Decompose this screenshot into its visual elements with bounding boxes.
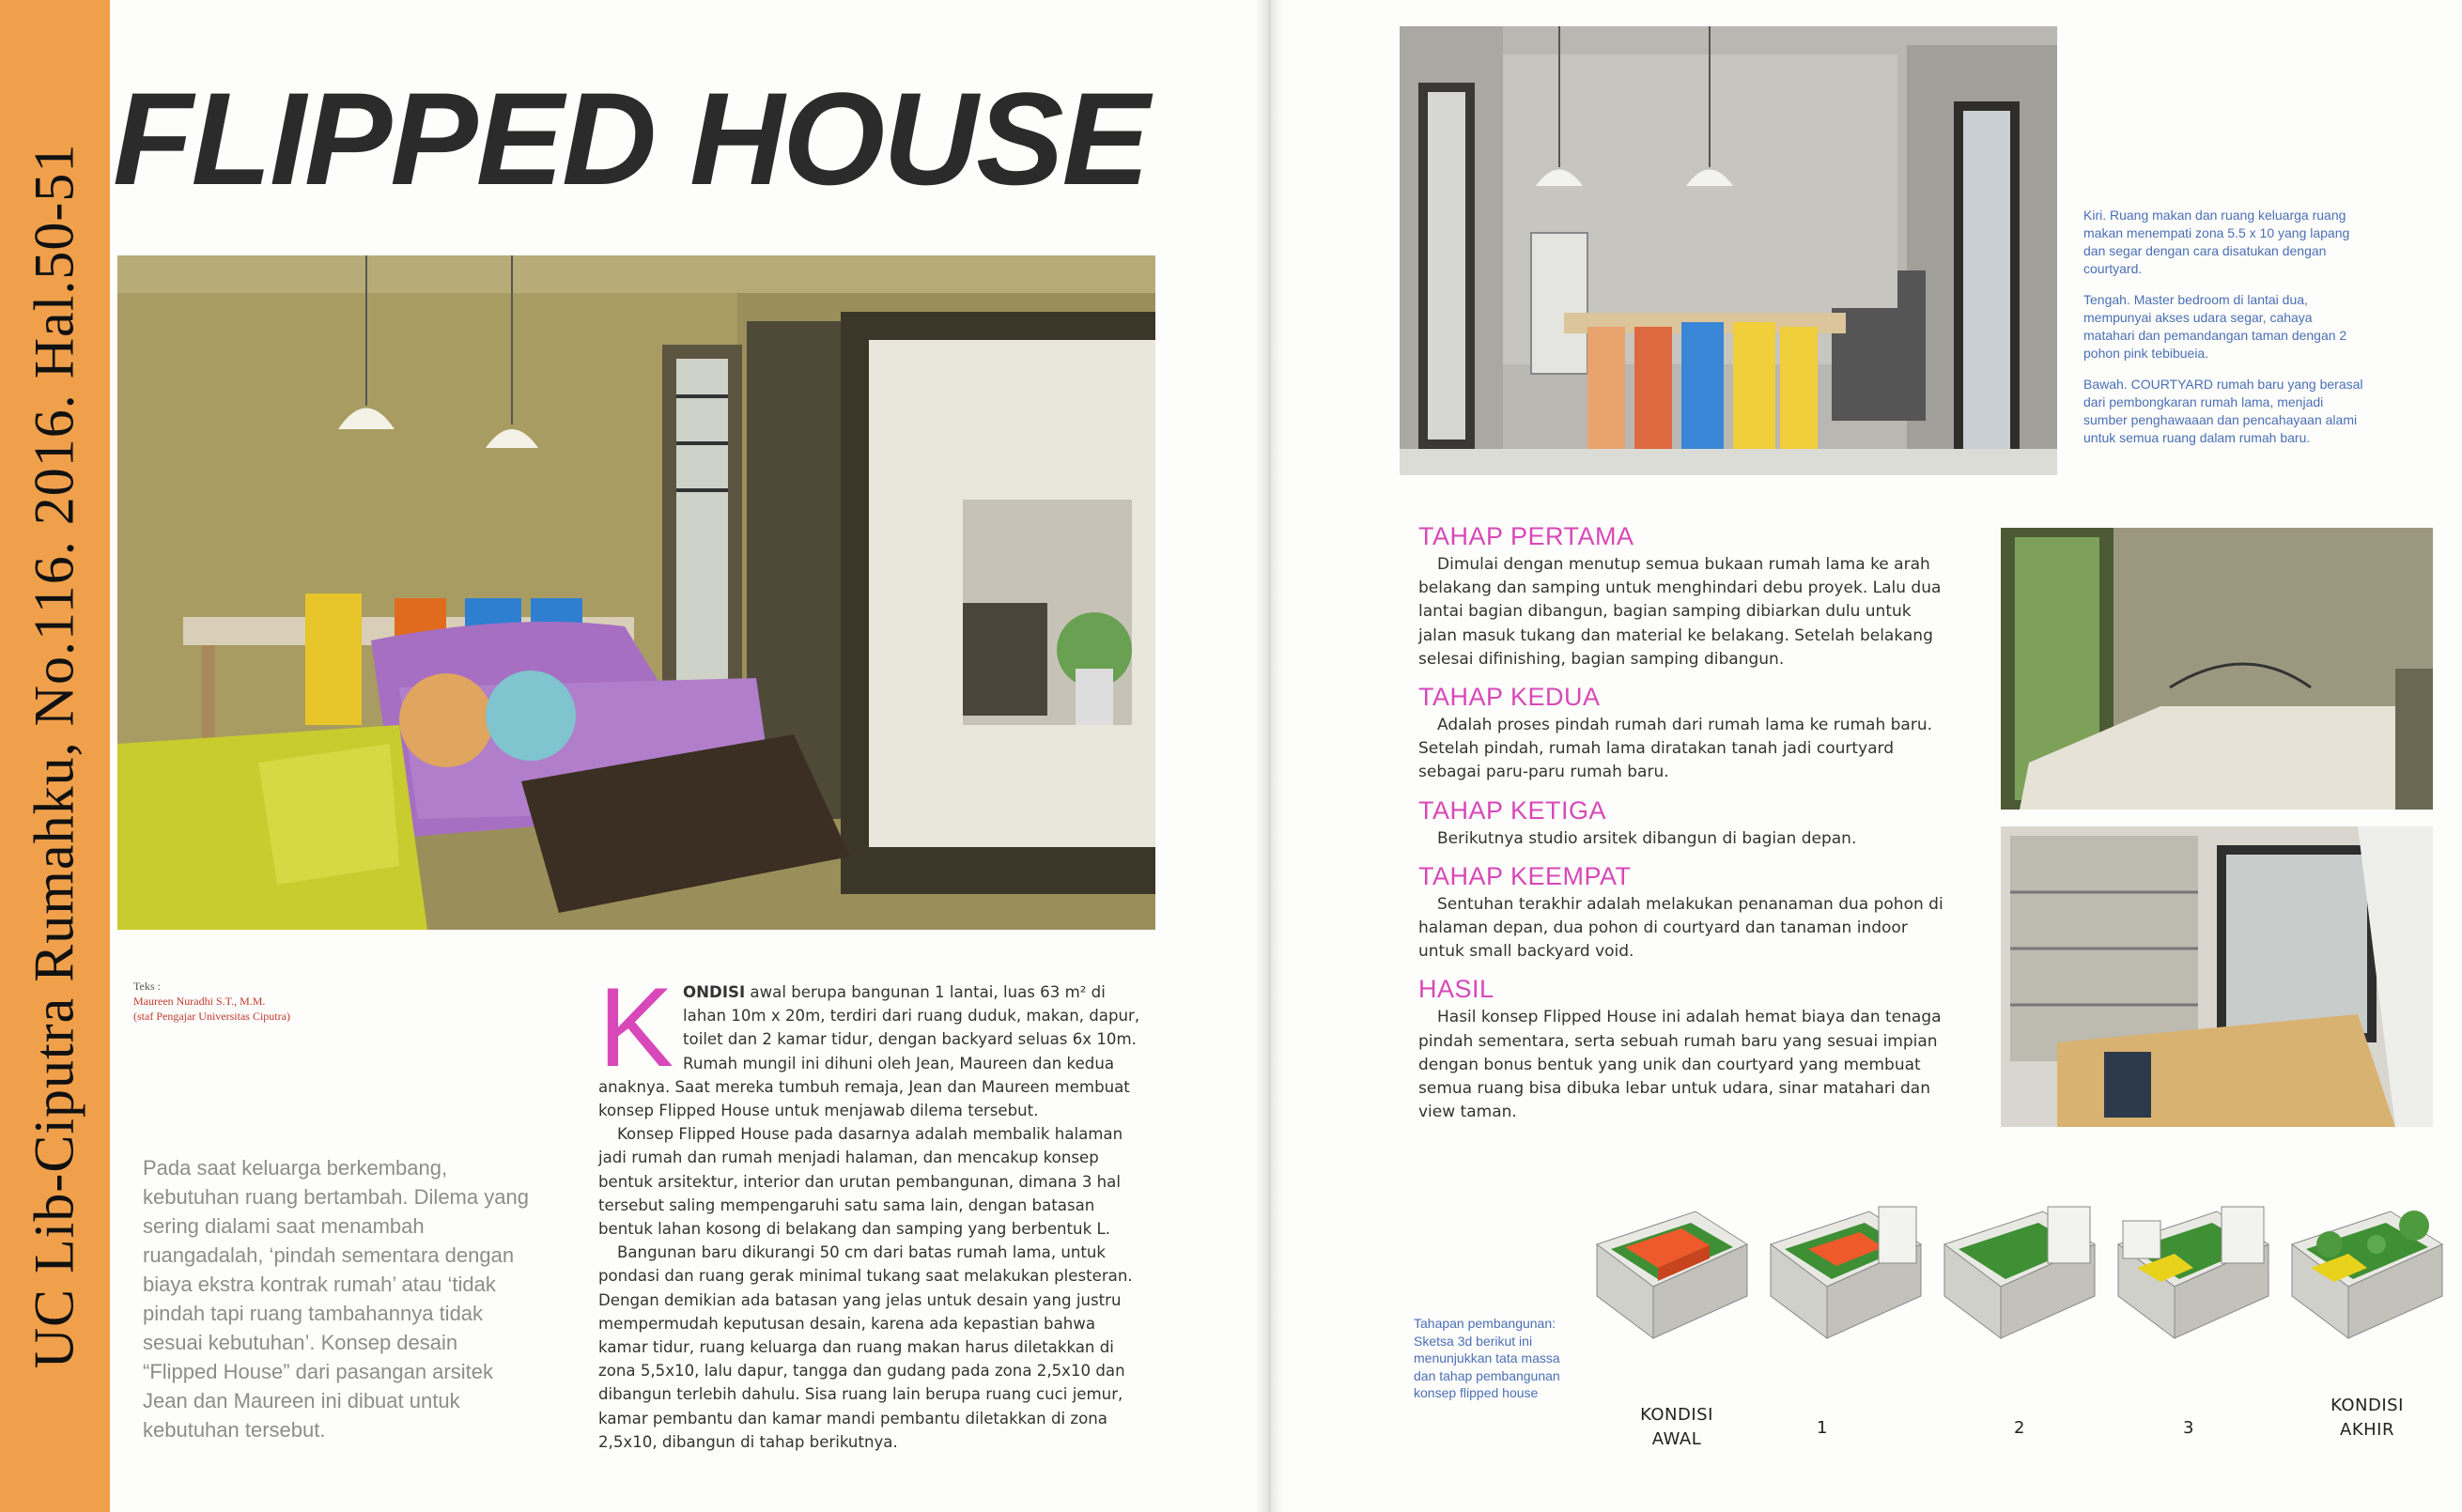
sketch-stage-2: [1935, 1202, 2104, 1343]
credit-name: Maureen Nuradhi S.T., M.M.: [133, 995, 266, 1008]
credit-affiliation: (staf Pengajar Universitas Ciputra): [133, 1010, 290, 1023]
credit-label: Teks :: [133, 980, 161, 993]
photo-captions: [2083, 207, 2365, 460]
studio-photo: [2001, 826, 2433, 1127]
sketch-stage-3: [2109, 1202, 2278, 1343]
step-heading: TAHAP KETIGA: [1418, 795, 1607, 825]
sketch-kondisi-awal: [1587, 1202, 1757, 1343]
lead-caps: ONDISI: [683, 983, 746, 1001]
pull-quote: Pada saat keluarga berkembang, kebutuhan ruang bertambah. Dilema yang sering dialami saat menambah ruangadalah, ‘pindah sementara dengan biaya ekstra kontrak rumah’ atau ‘tidak pindah tapi ruang tambahannya tidak sesuai kebutuhan’. Konsep desain “Flipped House” dari pasangan arsitek Jean dan Maureen ini dibuat untuk kebutuhan tersebut.: [143, 1156, 529, 1442]
construction-steps: [1418, 522, 1954, 1135]
step-heading: TAHAP PERTAMA: [1418, 522, 1634, 550]
step-text: Adalah proses pindah rumah dari rumah lama ke rumah baru. Setelah pindah, rumah lama diratakan tanah jadi courtyard sebagai paru-paru rumah baru.: [1418, 716, 1932, 782]
step-4: [1418, 862, 1954, 964]
caption-tengah: Tengah. Master bedroom di lantai dua, mempunyai akses udara segar, cahaya matahari dan pemandangan taman dengan 2 pohon pink tebibueia.: [2083, 292, 2347, 361]
spine-citation: UC Lib-Ciputra Rumahku, No.116. 2016. Hal.50-51: [23, 143, 85, 1369]
article-paragraph-2: Konsep Flipped House pada dasarnya adalah membalik halaman jadi rumah dan rumah menjadi halaman, dan mencakup konsep bentuk arsitektur, interior dan urutan pembangunan, dimana 3 hal tersebut saling mempengaruhi satu sama lain, dengan batasan bentuk lahan kosong di belakang dan samping yang berbentuk L.: [598, 1125, 1123, 1239]
step-text: Sentuhan terakhir adalah melakukan penanaman dua pohon di halaman depan, dua pohon di courtyard dan tanaman indoor untuk small backyard void.: [1418, 894, 1943, 962]
article-paragraph-1: [598, 964, 1143, 1122]
step-text: Hasil konsep Flipped House ini adalah hemat biaya dan tenaga pindah sementara, serta sebuah rumah baru yang sesuai impian dengan bonus bentuk yang unik dan courtyard yang membuat semua ruang bisa dibuka lebar untuk udara, sinar matahari dan view taman.: [1418, 1008, 1942, 1122]
step-heading: TAHAP KEEMPAT: [1418, 861, 1632, 890]
step-text: Dimulai dengan menutup semua bukaan rumah lama ke arah belakang dan samping untuk menghindari debu proyek. Lalu dua lantai bagian dibangun, bagian samping dibiarkan dulu untuk jalan masuk tukang dan material ke belakang. Setelah belakang selesai difinishing, bagian samping dibangun.: [1418, 555, 1942, 669]
stage-label-1: 1: [1817, 1418, 1828, 1438]
sketch-stage-1: [1761, 1202, 1930, 1343]
dining-room-photo: [1400, 26, 2057, 475]
author-credit: [133, 979, 406, 1024]
paragraph-1-text: awal berupa bangunan 1 lantai, luas 63 m² di lahan 10m x 20m, terdiri dari ruang duduk, makan, dapur, toilet dan 2 kamar tidur, dengan backyard seluas 6x 10m. Rumah mungil ini dihuni oleh Jean, Maureen dan kedua anaknya. Saat mereka tumbuh remaja, Jean dan Maureen membuat konsep Flipped House untuk menjawab dilema tersebut.: [598, 983, 1140, 1120]
stage-label-kondisi-akhir: KONDISI AKHIR: [2330, 1396, 2404, 1440]
step-heading: HASIL: [1418, 975, 1494, 1004]
article-title: FLIPPED HOUSE: [113, 65, 1148, 212]
step-heading: TAHAP KEDUA: [1418, 683, 1601, 712]
stage-label-kondisi-awal: KONDISI AWAL: [1640, 1405, 1713, 1449]
drop-cap: K: [598, 964, 674, 1090]
step-1: [1418, 522, 1954, 671]
step-2: [1418, 683, 1954, 785]
sketch-caption: Tahapan pembangunan: Sketsa 3d berikut ini menunjukkan tata massa dan tahap pembangunan konsep flipped house: [1414, 1316, 1560, 1400]
living-room-photo: [117, 255, 1155, 930]
page-gutter: [1255, 0, 1283, 1512]
step-3: [1418, 796, 1954, 851]
caption-kiri: Kiri. Ruang makan dan ruang keluarga ruang makan menempati zona 5.5 x 10 yang lapang dan segar dengan cara disatukan dengan courtyard.: [2083, 208, 2350, 276]
step-text: Berikutnya studio arsitek dibangun di bagian depan.: [1437, 828, 1857, 848]
bedroom-photo: [2001, 528, 2433, 810]
orange-spine-strip: [0, 0, 110, 1512]
sketch-kondisi-akhir: [2283, 1202, 2452, 1343]
article-paragraph-3: Bangunan baru dikurangi 50 cm dari batas rumah lama, untuk pondasi dan ruang gerak minimal tukang saat melakukan plesteran. Dengan demikian ada batasan yang jelas untuk desain yang justru mempermudah keputusan desain, karena ada kepastian bahwa kamar tidur, ruang keluarga dan ruang makan harus diletakkan di zona 5,5x10, lalu dapur, tangga dan gudang pada zona 2,5x10 dan dibangun terlebih dahulu. Sisa ruang lain berupa ruang cuci jemur, kamar pembantu dan kamar mandi pembantu diletakkan di zona 2,5x10, dibangun di tahap berikutnya.: [598, 1243, 1133, 1451]
stage-label-2: 2: [2014, 1418, 2025, 1438]
article-body: [598, 964, 1143, 1454]
caption-bawah: Bawah. COURTYARD rumah baru yang berasal dari pembongkaran rumah lama, menjadi sumber penghawaaan dan pencahayaan alami untuk semua ruang dalam rumah baru.: [2083, 377, 2363, 445]
stage-label-3: 3: [2183, 1418, 2194, 1438]
step-result: [1418, 975, 1954, 1124]
